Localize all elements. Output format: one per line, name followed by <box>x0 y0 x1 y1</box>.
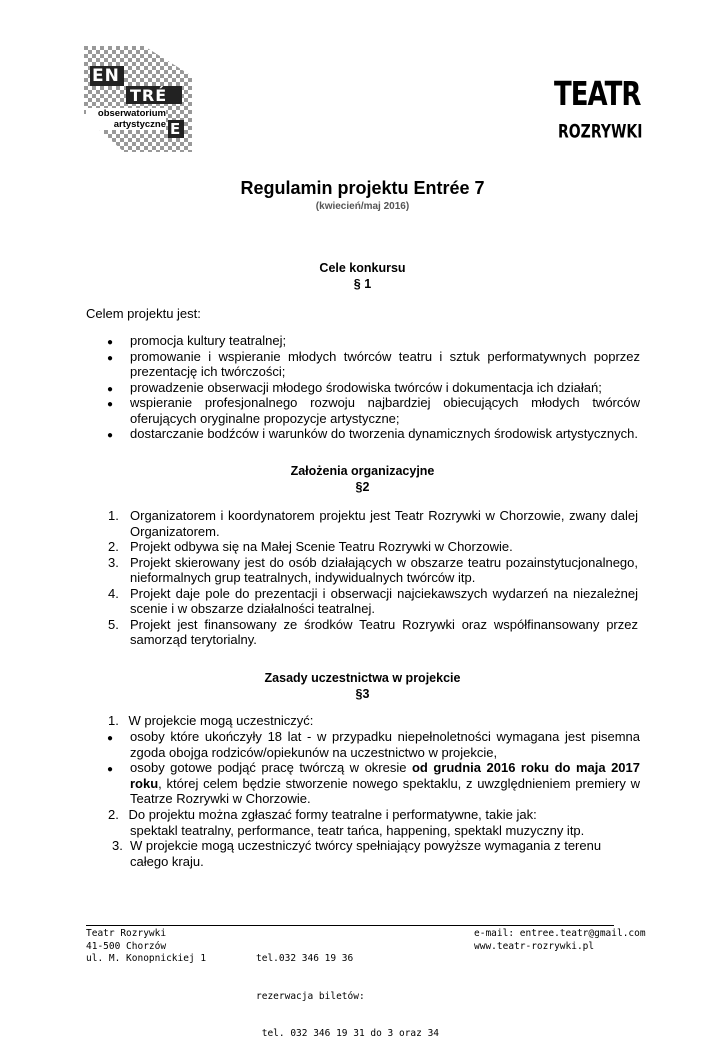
list-item: 2. Projekt odbywa się na Małej Scenie Teatru Rozrywki w Chorzowie. <box>108 539 513 554</box>
section3-sublist <box>104 729 640 807</box>
footer-address <box>86 928 206 966</box>
bullet-icon: ● <box>107 337 114 348</box>
footer-divider <box>86 925 614 926</box>
entree-logo <box>84 46 192 152</box>
bullet-icon: ● <box>107 399 114 410</box>
section3-item1 <box>108 713 313 729</box>
item-number: 1. <box>108 713 119 728</box>
logo-caption-1: obserwatorium <box>86 108 166 119</box>
footer-line: Teatr Rozrywki <box>86 928 167 939</box>
item-number: 3. <box>112 838 123 853</box>
footer-website-link[interactable]: www.teatr-rozrywki.pl <box>474 940 595 952</box>
logo-teatr-text: TEATR <box>554 76 641 114</box>
section2-paragraph: §2 <box>355 480 370 494</box>
section3-heading: Zasady uczestnictwa w projekcie <box>264 671 461 685</box>
footer-line: tel.032 346 19 36 <box>256 953 354 964</box>
bullet-icon: ● <box>107 352 114 364</box>
item-text: W projekcie mogą uczestniczyć: <box>128 713 314 728</box>
list-item: ● osoby które ukończyły 18 lat - w przypadku niepełnoletności wymagana jest pisemna zgoda obojga rodziców/opiekunów na uczestnictwo w projekcie, <box>107 729 640 760</box>
logo-text-tre: TRÉ <box>130 86 168 105</box>
list-item: ● prowadzenie obserwacji młodego środowiska twórców i dokumentacja ich działań; <box>104 380 640 396</box>
logo-text-e: E <box>170 120 181 138</box>
list-item: 4. Projekt daje pole do prezentacji i obserwacji najciekawszych wydarzeń na niezależnej scenie i w obszarze działalności teatralnej. <box>108 585 638 616</box>
logo-caption-2: artystyczne <box>86 119 166 130</box>
section3-item2 <box>108 807 537 823</box>
item-text: Do projektu można zgłaszać formy teatralne i performatywne, takie jak: <box>128 807 537 822</box>
bullet-icon: ● <box>107 430 114 441</box>
footer-line: ul. M. Konopnickiej 1 <box>86 953 207 964</box>
list-item: ● wspieranie profesjonalnego rozwoju najbardziej obiecujących młodych twórców oferujących oryginalne propozycje artystyczne; <box>107 395 640 426</box>
footer-line: tel. 032 346 19 31 do 3 oraz 34 <box>256 1028 440 1039</box>
teatr-rozrywki-logo <box>548 70 643 152</box>
list-item: ● osoby gotowe podjąć pracę twórczą w okresie od grudnia 2016 roku do maja 2017 roku, której celem będzie stworzenie nowego spektaklu, z uwzględnieniem premiery w Teatrze Rozrywki w Chorzowie. <box>107 760 640 806</box>
footer-line: rezerwacja biletów: <box>256 990 365 1002</box>
list-item: 5. Projekt jest finansowany ze środków Teatru Rozrywki oraz współfinansowany przez samorząd terytorialny. <box>108 616 638 647</box>
list-item: ● promowanie i wspieranie młodych twórców teatru i sztuk performatywnych poprzez prezentację ich twórczości; <box>107 348 640 379</box>
section1-intro: Celem projektu jest: <box>86 306 201 321</box>
item-number: 2. <box>108 807 119 822</box>
document-title: Regulamin projektu Entrée 7 <box>240 178 485 198</box>
footer-phones <box>256 928 439 1053</box>
logo-rozrywki-text: ROZRYWKI <box>558 122 643 143</box>
list-item: 1. Organizatorem i koordynatorem projektu jest Teatr Rozrywki w Chorzowie, zwany dalej Organizatorem. <box>108 508 638 539</box>
logo-text-en: EN <box>92 66 120 86</box>
section1-heading: Cele konkursu <box>319 261 406 275</box>
list-item: ● promocja kultury teatralnej; <box>104 333 640 349</box>
footer-email-link[interactable]: e-mail: entree.teatr@gmail.com <box>474 928 646 939</box>
list-item: ● dostarczanie bodźców i warunków do tworzenia dynamicznych środowisk artystycznych. <box>104 426 640 442</box>
section2-list <box>108 508 638 648</box>
bullet-icon: ● <box>107 733 114 744</box>
bullet-icon: ● <box>107 764 114 775</box>
document-subtitle: (kwiecień/maj 2016) <box>315 201 410 212</box>
section3-item3 <box>108 838 638 869</box>
section3-paragraph: §3 <box>355 687 370 701</box>
list-item: 3. Projekt skierowany jest do osób działających w obszarze teatru pozainstytucjonalnego, nieformalnych grup teatralnych, indywidualnych twórców itp. <box>108 554 638 585</box>
section3-item2-continuation: spektakl teatralny, performance, teatr tańca, happening, spektakl muzyczny itp. <box>130 823 585 838</box>
footer-line: 41-500 Chorzów <box>86 940 167 952</box>
section1-paragraph: § 1 <box>353 277 372 291</box>
item-text: W projekcie mogą uczestniczyć twórcy spełniający powyższe wymagania z terenu całego kraju. <box>130 838 602 869</box>
bullet-icon: ● <box>107 383 114 395</box>
section2-heading: Założenia organizacyjne <box>290 464 435 478</box>
section1-list <box>104 333 640 442</box>
footer-contact <box>474 928 646 953</box>
